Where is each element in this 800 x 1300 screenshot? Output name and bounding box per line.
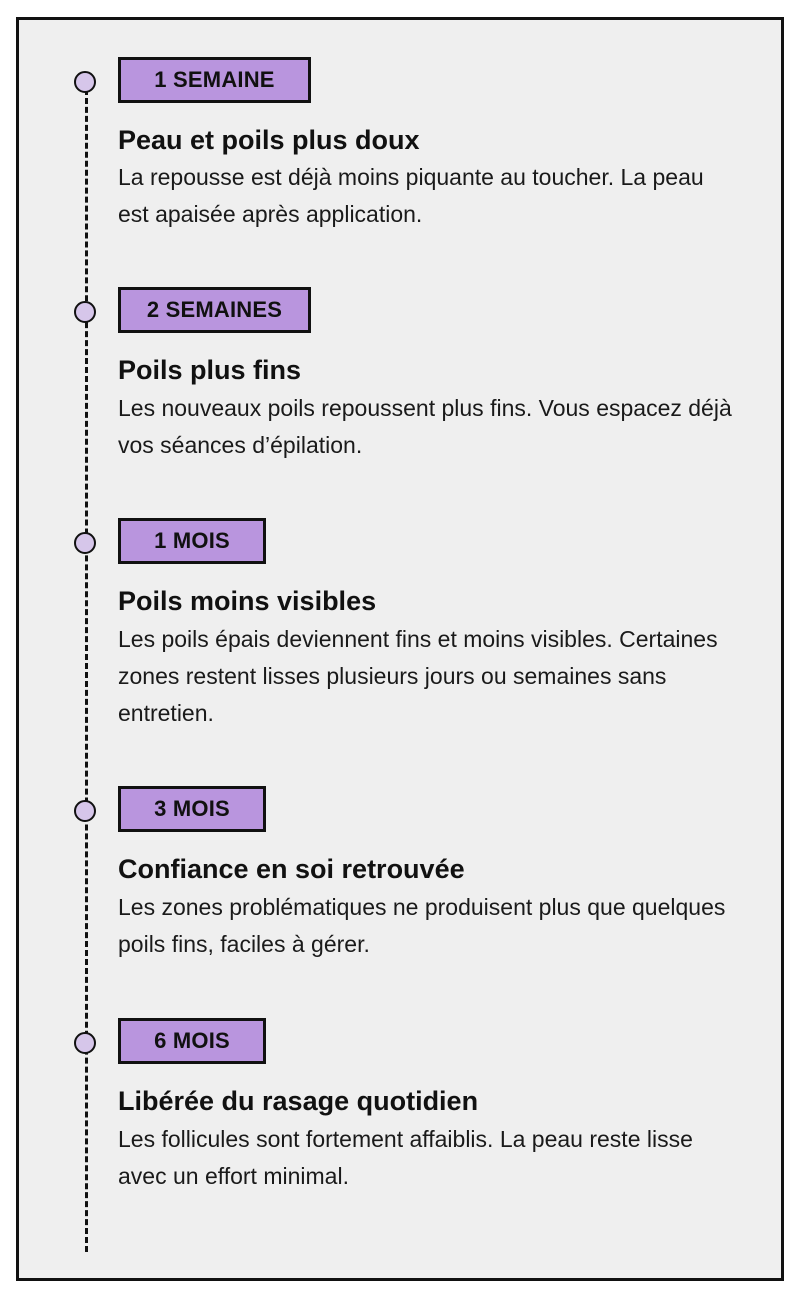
milestone-description: Les follicules sont fortement affaiblis. La peau reste lisse avec un effort minimal. xyxy=(118,1126,693,1189)
timeline-dot xyxy=(74,1032,96,1054)
timeline-dashed-line xyxy=(85,80,88,1252)
milestone-title: Libérée du rasage quotidien xyxy=(118,1086,479,1116)
timeline-dot xyxy=(74,301,96,323)
milestone-description: Les poils épais deviennent fins et moins visibles. Certaines zones restent lisses plusieurs jours ou semaines sans entretien. xyxy=(118,626,718,726)
milestone-title: Poils moins visibles xyxy=(118,586,377,616)
timeline-dot xyxy=(74,71,96,93)
milestone-badge: 6 MOIS xyxy=(118,1018,266,1064)
milestone-title: Poils plus fins xyxy=(118,355,302,385)
timeline-dot xyxy=(74,800,96,822)
milestone-badge: 1 SEMAINE xyxy=(118,57,311,103)
timeline-card xyxy=(16,17,784,1281)
milestone-badge: 2 SEMAINES xyxy=(118,287,311,333)
milestone-description: Les nouveaux poils repoussent plus fins. Vous espacez déjà vos séances d’épilation. xyxy=(118,395,732,458)
milestone-badge: 3 MOIS xyxy=(118,786,266,832)
milestone-description: Les zones problématiques ne produisent plus que quelques poils fins, faciles à gérer. xyxy=(118,894,726,957)
milestone-description: La repousse est déjà moins piquante au toucher. La peau est apaisée après application. xyxy=(118,164,704,227)
milestone-badge: 1 MOIS xyxy=(118,518,266,564)
milestone-title: Confiance en soi retrouvée xyxy=(118,854,465,884)
milestone-title: Peau et poils plus doux xyxy=(118,125,420,155)
timeline-dot xyxy=(74,532,96,554)
